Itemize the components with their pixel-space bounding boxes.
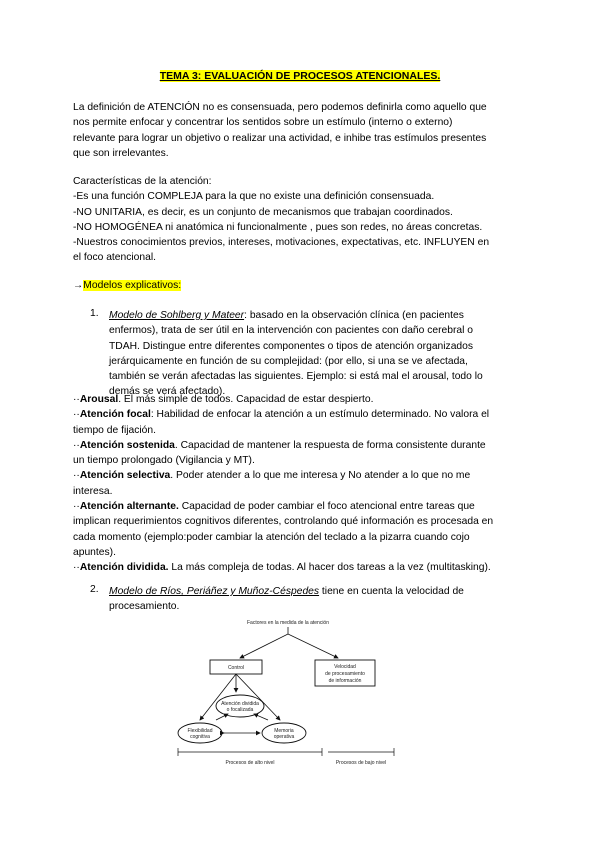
speed-label: Velocidad xyxy=(334,664,356,670)
model-1-text: : basado en la observación clínica (en pacientes xyxy=(244,310,464,321)
type-sostenida: ··Atención sostenida. Capacidad de mantener la respuesta de forma consistente durante xyxy=(73,439,486,451)
type-dividida: ··Atención dividida. La más compleja de todas. Al hacer dos tareas a la vez (multitasking). xyxy=(73,562,491,574)
ellipse-label: cognitiva xyxy=(190,734,210,740)
ellipse-label: Flexibilidad xyxy=(187,728,213,734)
type-alternante-cont: implican requerimientos cognitivos diferentes, controlando qué información es procesada en xyxy=(73,516,494,528)
diagram-arrow-right xyxy=(288,634,338,658)
diagram-arrow xyxy=(254,714,268,720)
type-selectiva-cont: interesa. xyxy=(73,485,113,497)
ellipse-label: Memoria xyxy=(274,728,294,734)
list-number: 2. xyxy=(90,584,99,595)
type-focal: ··Atención focal: Habilidad de enfocar la atención a un estímulo determinado. No valora el xyxy=(73,409,490,421)
feature-line: -Es una función COMPLEJA para la que no existe una definición consensuada. xyxy=(73,191,435,203)
model-1-line: jerárquicamente en función de su complejidad: (por ello, si una se ve afectada, xyxy=(109,355,468,367)
speed-label: de información xyxy=(328,678,362,684)
attention-types-list xyxy=(73,392,543,576)
type-focal-cont: tiempo de fijación. xyxy=(73,424,156,436)
model-2-description xyxy=(109,584,529,615)
attention-model-diagram xyxy=(170,614,410,774)
feature-line: -NO HOMOGÉNEA ni anatómica ni funcionalmente , pues son redes, no áreas concretas. xyxy=(73,221,483,233)
features-section xyxy=(73,174,533,266)
models-heading-text: Modelos explicativos: xyxy=(83,280,182,291)
model-1-description xyxy=(109,308,529,400)
control-label: Control xyxy=(227,665,245,671)
footer-right-label: Procesos de bajo nivel xyxy=(335,760,387,766)
type-alternante: ··Atención alternante. Capacidad de poder cambiar el foco atencional entre tareas que xyxy=(73,501,475,513)
arrow-icon: → xyxy=(73,280,84,291)
models-heading xyxy=(73,278,533,293)
model-1-line: enfermos), trata de ser útil en la intervención con pacientes con daño cerebral o xyxy=(109,325,474,337)
ellipse-label: operativa xyxy=(273,734,295,740)
type-alternante-cont: cada momento (ejemplo:poder cambiar la atención del teclado a la pizarra cuando cojo xyxy=(73,531,470,543)
model-1-name: Modelo de Sohlberg y Mateer xyxy=(109,310,245,321)
speed-label: de procesamiento xyxy=(325,671,365,677)
model-1-line: demás se verá afectado). xyxy=(109,386,226,398)
type-sostenida-cont: un tiempo prolongado (Vigilancia y MT). xyxy=(73,455,255,467)
diagram-top-label: Factores en la medida de la atención xyxy=(247,620,329,626)
intro-line: que son irrelevantes. xyxy=(73,147,169,159)
model-1-line: también se verán afectadas las siguientes. Ejemplo: si está mal el arousal, todo lo xyxy=(109,371,483,383)
type-alternante-cont: apuntes). xyxy=(73,546,116,558)
features-heading: Características de la atención: xyxy=(73,176,212,187)
model-1-line: TDAH. Distingue entre diferentes componentes o tipos de atención organizados xyxy=(109,340,474,352)
diagram-arrow xyxy=(216,714,228,720)
intro-line: nos permite enfocar y concentrar los sentidos sobre un estímulo (interno o externo) xyxy=(73,117,453,129)
intro-line: relevante para lograr un objetivo o realizar una actividad, e inhibe tras estímulos presentes xyxy=(73,132,487,144)
type-selectiva: ··Atención selectiva. Poder atender a lo que me interesa y No atender a lo que no me xyxy=(73,470,471,482)
model-2-line: procesamiento. xyxy=(109,601,180,613)
model-2-text: tiene en cuenta la velocidad de xyxy=(319,586,464,597)
intro-line: La definición de ATENCIÓN no es consensuada, pero podemos definirla como aquello que xyxy=(73,102,487,113)
ellipse-label: o focalizada xyxy=(226,707,254,713)
feature-line: -Nuestros conocimientos previos, intereses, motivaciones, expectativas, etc. INFLUYEN en xyxy=(73,237,490,249)
intro-paragraph xyxy=(73,100,533,161)
feature-line: -NO UNITARIA, es decir, es un conjunto de mecanismos que trabajan coordinados. xyxy=(73,206,453,218)
list-number: 1. xyxy=(90,308,99,319)
type-arousal: ··Arousal. El más simple de todos. Capacidad de estar despierto. xyxy=(73,394,374,405)
page-title: TEMA 3: EVALUACIÓN DE PROCESOS ATENCIONALES. xyxy=(159,70,441,82)
ellipse-label: Atención dividida xyxy=(221,701,259,707)
feature-line: el foco atencional. xyxy=(73,252,157,264)
diagram-arrow-left xyxy=(240,634,288,658)
footer-left-label: Procesos de alto nivel xyxy=(225,760,275,766)
model-2-name: Modelo de Ríos, Periáñez y Muñoz-Céspedes xyxy=(109,586,320,597)
